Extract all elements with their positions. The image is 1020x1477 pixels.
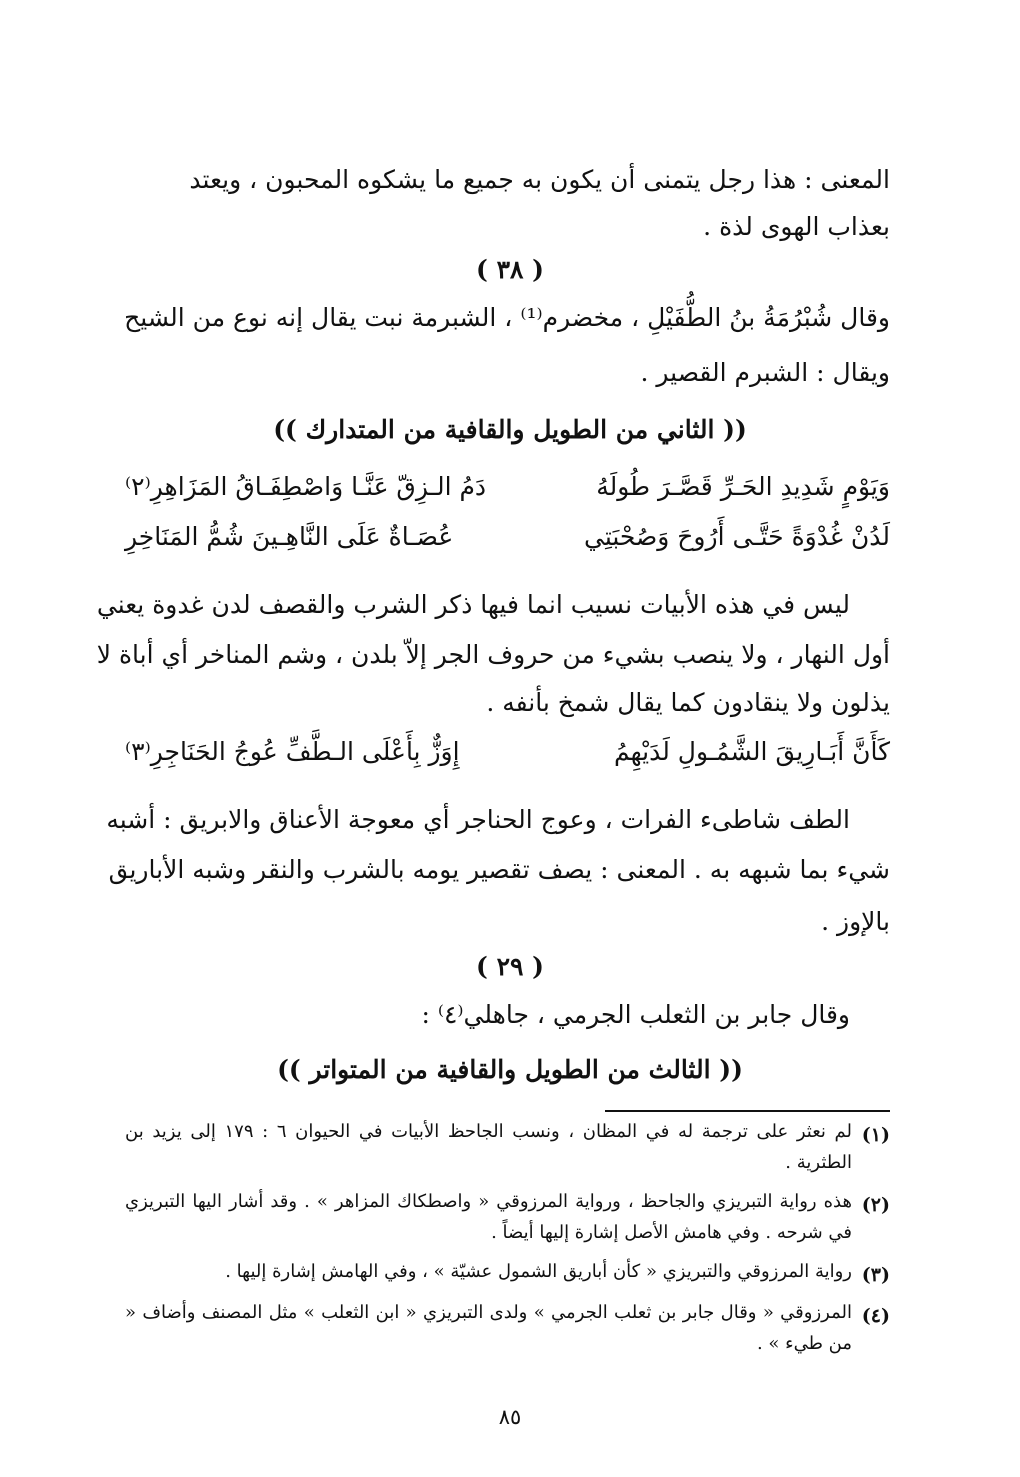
footnote-text: رواية المرزوقي والتبريزي « كأن أباريق الشمول عشيّة » ، وفي الهامش إشارة إليها . (225, 1261, 852, 1282)
meaning-line-1: المعنى : هذا رجل يتمنى أن يكون به جميع ما يشكوه المحبون ، ويعتد (189, 165, 890, 194)
verse-2-second-hemistich: عُصَـاةٌ عَلَى النَّاهِـينَ شُمُّ المَنَاخِرِ (125, 522, 454, 551)
meter-heading-38: (( الثاني من الطويل والقافية من المتدارك )) (273, 415, 747, 444)
poet-intro-38-line-1: وقال شُبْرُمَةُ بنُ الطُّفَيْلِ ، مخضرم⁽¹⁾ ، الشبرمة نبت يقال إنه نوع من الشيح (124, 303, 890, 332)
meaning-line-2: بعذاب الهوى لذة . (703, 212, 890, 241)
gloss-line-1: الطف شاطىء الفرات ، وعوج الحناجر أي معوجة الأعناق والابريق : أشبه (106, 805, 850, 834)
page-number: ٨٥ (498, 1405, 522, 1429)
footnote-text: لم نعثر على ترجمة له في المظان ، ونسب الجاحظ الأبيات في الحيوان ٦ : ١٧٩ إلى يزيد بن الطثرية . (125, 1121, 852, 1173)
footnote-text: هذه رواية التبريزي والجاحظ ، ورواية المرزوقي « واصطكاك المزاهر » . وقد أشار اليها التبريزي في شرحه . وفي هامش الأصل إشارة إليها أيضاً . (125, 1191, 852, 1243)
poem-number-29: ( ٢٩ ) (476, 952, 544, 981)
footnote-number: (١) (861, 1124, 890, 1146)
meter-heading-29: (( الثالث من الطويل والقافية من المتواتر )) (277, 1055, 743, 1084)
verse-1-first-hemistich: وَيَوْمٍ شَدِيدِ الحَـرِّ قَصَّـرَ طُولَهُ (596, 472, 890, 501)
verse-2-first-hemistich: لَدُنْ غُدْوَةً حَتَّـى أَرُوحَ وَصُحْبَتِي (583, 522, 890, 551)
verse-3-second-hemistich: إِوَزٌّ بِأَعْلَى الـطَّفِّ عُوجُ الحَنَاجِرِ⁽٣⁾ (125, 737, 460, 766)
poem-number-38: ( ٣٨ ) (476, 255, 544, 284)
footnote-number: (٣) (861, 1264, 890, 1286)
verse-3-first-hemistich: كَأَنَّ أَبَـارِيقَ الشَّمُـولِ لَدَيْهِمُ (613, 737, 890, 766)
verse-1-second-hemistich: دَمُ الـزِقّ عَنَّـا وَاصْطِفَـاقُ المَزَاهِرِ⁽٢⁾ (125, 472, 487, 501)
footnote-text: المرزوقي « وقال جابر بن ثعلب الجرمي » ولدى التبريزي « ابن الثعلب » مثل المصنف وأضاف « من طيء » . (125, 1302, 852, 1354)
footnote-number: (٤) (861, 1305, 890, 1327)
commentary-line-2: أول النهار ، ولا ينصب بشيء من حروف الجر إلاّ بلدن ، وشم المناخر أي أباة لا (96, 640, 890, 669)
poet-intro-38-line-2: ويقال : الشبرم القصير . (640, 358, 890, 387)
footnote-separator (605, 1110, 890, 1112)
gloss-line-2: شيء بما شبهه به . المعنى : يصف تقصير يومه بالشرب والنقر وشبه الأباريق (108, 855, 890, 884)
poet-intro-29: وقال جابر بن الثعلب الجرمي ، جاهلي⁽٤⁾ : (421, 1000, 850, 1029)
footnote-number: (٢) (861, 1194, 890, 1216)
commentary-line-1: ليس في هذه الأبيات نسيب انما فيها ذكر الشرب والقصف لدن غدوة يعني (96, 590, 850, 619)
gloss-line-3: بالإوز . (821, 907, 890, 936)
commentary-line-3: يذلون ولا ينقادون كما يقال شمخ بأنفه . (486, 688, 890, 717)
